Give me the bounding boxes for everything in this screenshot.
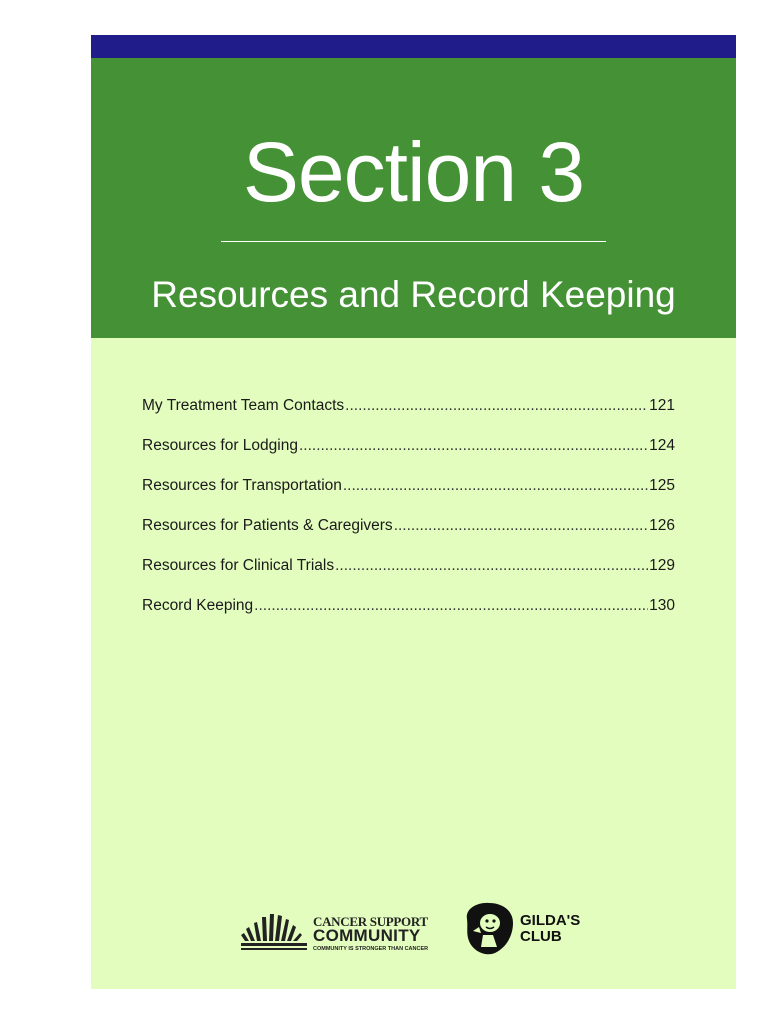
toc-entry-page: 121	[649, 397, 675, 414]
toc-leader-dots	[254, 597, 648, 615]
toc-entry[interactable]	[142, 477, 675, 517]
toc-entry-label: Resources for Transportation	[142, 477, 342, 494]
toc-entry-page: 129	[649, 557, 675, 574]
toc-entry[interactable]	[142, 597, 675, 637]
csc-logo-tagline: COMMUNITY IS STRONGER THAN CANCER	[313, 946, 429, 952]
section-subtitle: Resources and Record Keeping	[151, 274, 676, 315]
gilda-logo-line1: GILDA'S	[520, 912, 581, 929]
toc-entry[interactable]	[142, 517, 675, 557]
toc-entry[interactable]	[142, 437, 675, 477]
toc-leader-dots	[335, 557, 648, 575]
toc-entry-page: 125	[649, 477, 675, 494]
footer-logos	[239, 897, 599, 957]
toc-leader-dots	[394, 517, 648, 535]
csc-logo-line2: COMMUNITY	[313, 926, 421, 945]
gilda-portrait-icon	[463, 901, 515, 955]
toc-entry-label: Resources for Clinical Trials	[142, 557, 335, 574]
section-header	[91, 58, 736, 338]
toc-entry-page: 124	[649, 437, 675, 454]
table-of-contents	[142, 397, 675, 637]
toc-leader-dots	[299, 437, 648, 455]
toc-leader-dots	[343, 477, 648, 495]
toc-entry[interactable]	[142, 397, 675, 437]
sunburst-icon	[239, 911, 311, 951]
section-title: Section 3	[242, 125, 585, 219]
toc-leader-dots	[345, 397, 648, 415]
toc-entry-page: 130	[649, 597, 675, 614]
toc-entry-label: Resources for Lodging	[142, 437, 298, 454]
csc-logo-line1: CANCER SUPPORT	[313, 914, 428, 929]
gildas-club-logo	[463, 901, 599, 957]
gilda-logo-line2: CLUB	[520, 928, 562, 945]
toc-entry[interactable]	[142, 557, 675, 597]
cancer-support-community-logo	[239, 911, 449, 951]
gilda-logo-text	[520, 913, 580, 945]
title-divider	[221, 241, 606, 242]
document-page	[91, 35, 736, 989]
toc-entry-label: Record Keeping	[142, 597, 254, 614]
toc-entry-label: My Treatment Team Contacts	[142, 397, 345, 414]
toc-entry-page: 126	[649, 517, 675, 534]
top-color-bar	[91, 35, 736, 58]
toc-entry-label: Resources for Patients & Caregivers	[142, 517, 393, 534]
